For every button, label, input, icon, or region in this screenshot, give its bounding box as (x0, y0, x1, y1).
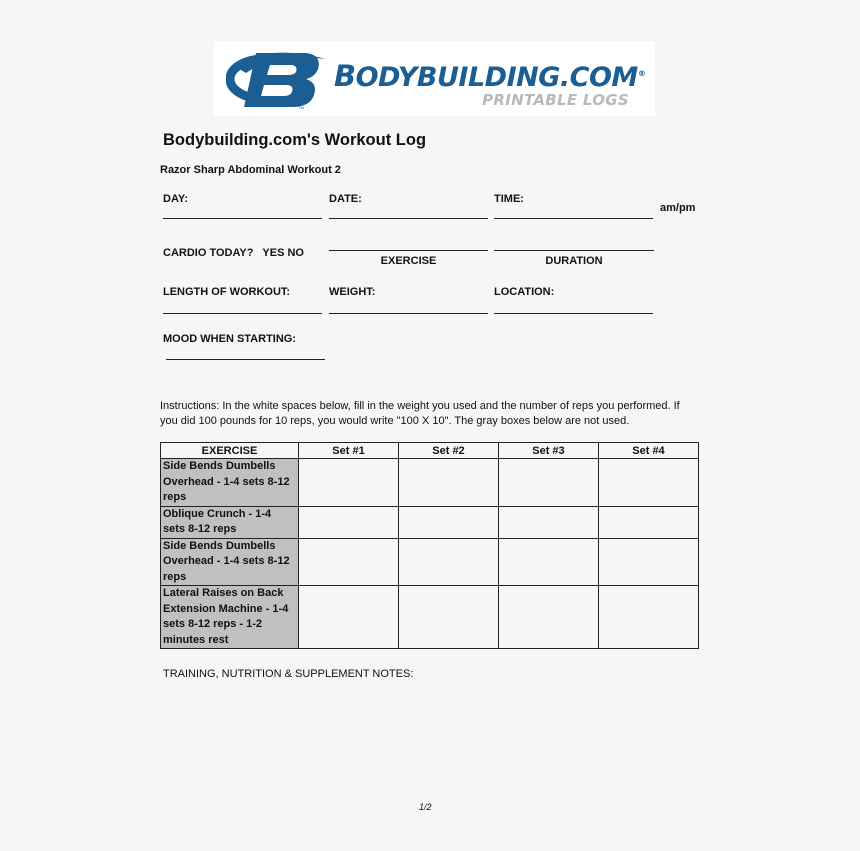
set-cell[interactable] (598, 459, 698, 507)
set-cell[interactable] (398, 586, 498, 649)
set-cell[interactable] (498, 586, 598, 649)
day-label: DAY: (163, 193, 189, 205)
set-cell[interactable] (498, 459, 598, 507)
time-label: TIME: (494, 193, 524, 205)
table-row (161, 586, 699, 649)
header-set-3: Set #3 (498, 443, 598, 459)
exercise-name: Lateral Raises on Back Extension Machine - 1-4 sets 8-12 reps - 1-2 minutes rest (161, 586, 299, 649)
brand-tagline: PRINTABLE LOGS (482, 91, 629, 109)
header-set-4: Set #4 (598, 443, 698, 459)
mood-field[interactable] (166, 359, 325, 360)
set-cell[interactable] (398, 459, 498, 507)
table-header-row (161, 443, 699, 459)
table-row (161, 538, 699, 586)
set-cell[interactable] (498, 538, 598, 586)
exercise-name: Side Bends Dumbells Overhead - 1-4 sets 8-12 reps (161, 459, 299, 507)
table-row (161, 459, 699, 507)
table-row (161, 506, 699, 538)
notes-label: TRAINING, NUTRITION & SUPPLEMENT NOTES: (163, 668, 414, 680)
page-title: Bodybuilding.com's Workout Log (163, 131, 427, 149)
header-set-1: Set #1 (299, 443, 399, 459)
exercise-name: Oblique Crunch - 1-4 sets 8-12 reps (161, 506, 299, 538)
set-cell[interactable] (398, 538, 498, 586)
bodybuilding-logo (214, 41, 655, 116)
set-cell[interactable] (299, 586, 399, 649)
set-cell[interactable] (299, 459, 399, 507)
day-field[interactable] (163, 218, 322, 219)
set-cell[interactable] (398, 506, 498, 538)
set-cell[interactable] (598, 506, 698, 538)
weight-field[interactable] (329, 313, 488, 314)
header-set-2: Set #2 (398, 443, 498, 459)
set-cell[interactable] (598, 538, 698, 586)
exercise-name: Side Bends Dumbells Overhead - 1-4 sets 8-12 reps (161, 538, 299, 586)
date-field[interactable] (329, 218, 488, 219)
workout-name: Razor Sharp Abdominal Workout 2 (160, 164, 341, 176)
exercise-caption: EXERCISE (380, 255, 437, 267)
location-label: LOCATION: (494, 286, 555, 298)
date-label: DATE: (329, 193, 362, 205)
cardio-label: CARDIO TODAY? YES NO (163, 247, 304, 259)
page-number: 1/2 (419, 802, 432, 812)
header-exercise: EXERCISE (161, 443, 299, 459)
length-field[interactable] (163, 313, 322, 314)
ampm-label: am/pm (660, 202, 696, 214)
mood-label: MOOD WHEN STARTING: (163, 333, 297, 345)
weight-label: WEIGHT: (329, 286, 376, 298)
svg-text:TM: TM (298, 105, 304, 110)
time-field[interactable] (494, 218, 653, 219)
location-field[interactable] (494, 313, 653, 314)
brand-name: BODYBUILDING.COM® (334, 59, 646, 93)
set-cell[interactable] (299, 538, 399, 586)
workout-table (160, 442, 699, 649)
set-cell[interactable] (598, 586, 698, 649)
duration-caption: DURATION (545, 255, 603, 267)
length-label: LENGTH OF WORKOUT: (163, 286, 291, 298)
cardio-exercise-field[interactable] (329, 250, 488, 251)
set-cell[interactable] (498, 506, 598, 538)
b-swoosh-logo-icon (226, 45, 326, 111)
instructions: Instructions: In the white spaces below, fill in the weight you used and the number of reps you performed. If you did 100 pounds for 10 reps, you would write "100 X 10". The gray boxes below are not used. (160, 400, 680, 427)
set-cell[interactable] (299, 506, 399, 538)
cardio-duration-field[interactable] (494, 250, 654, 251)
